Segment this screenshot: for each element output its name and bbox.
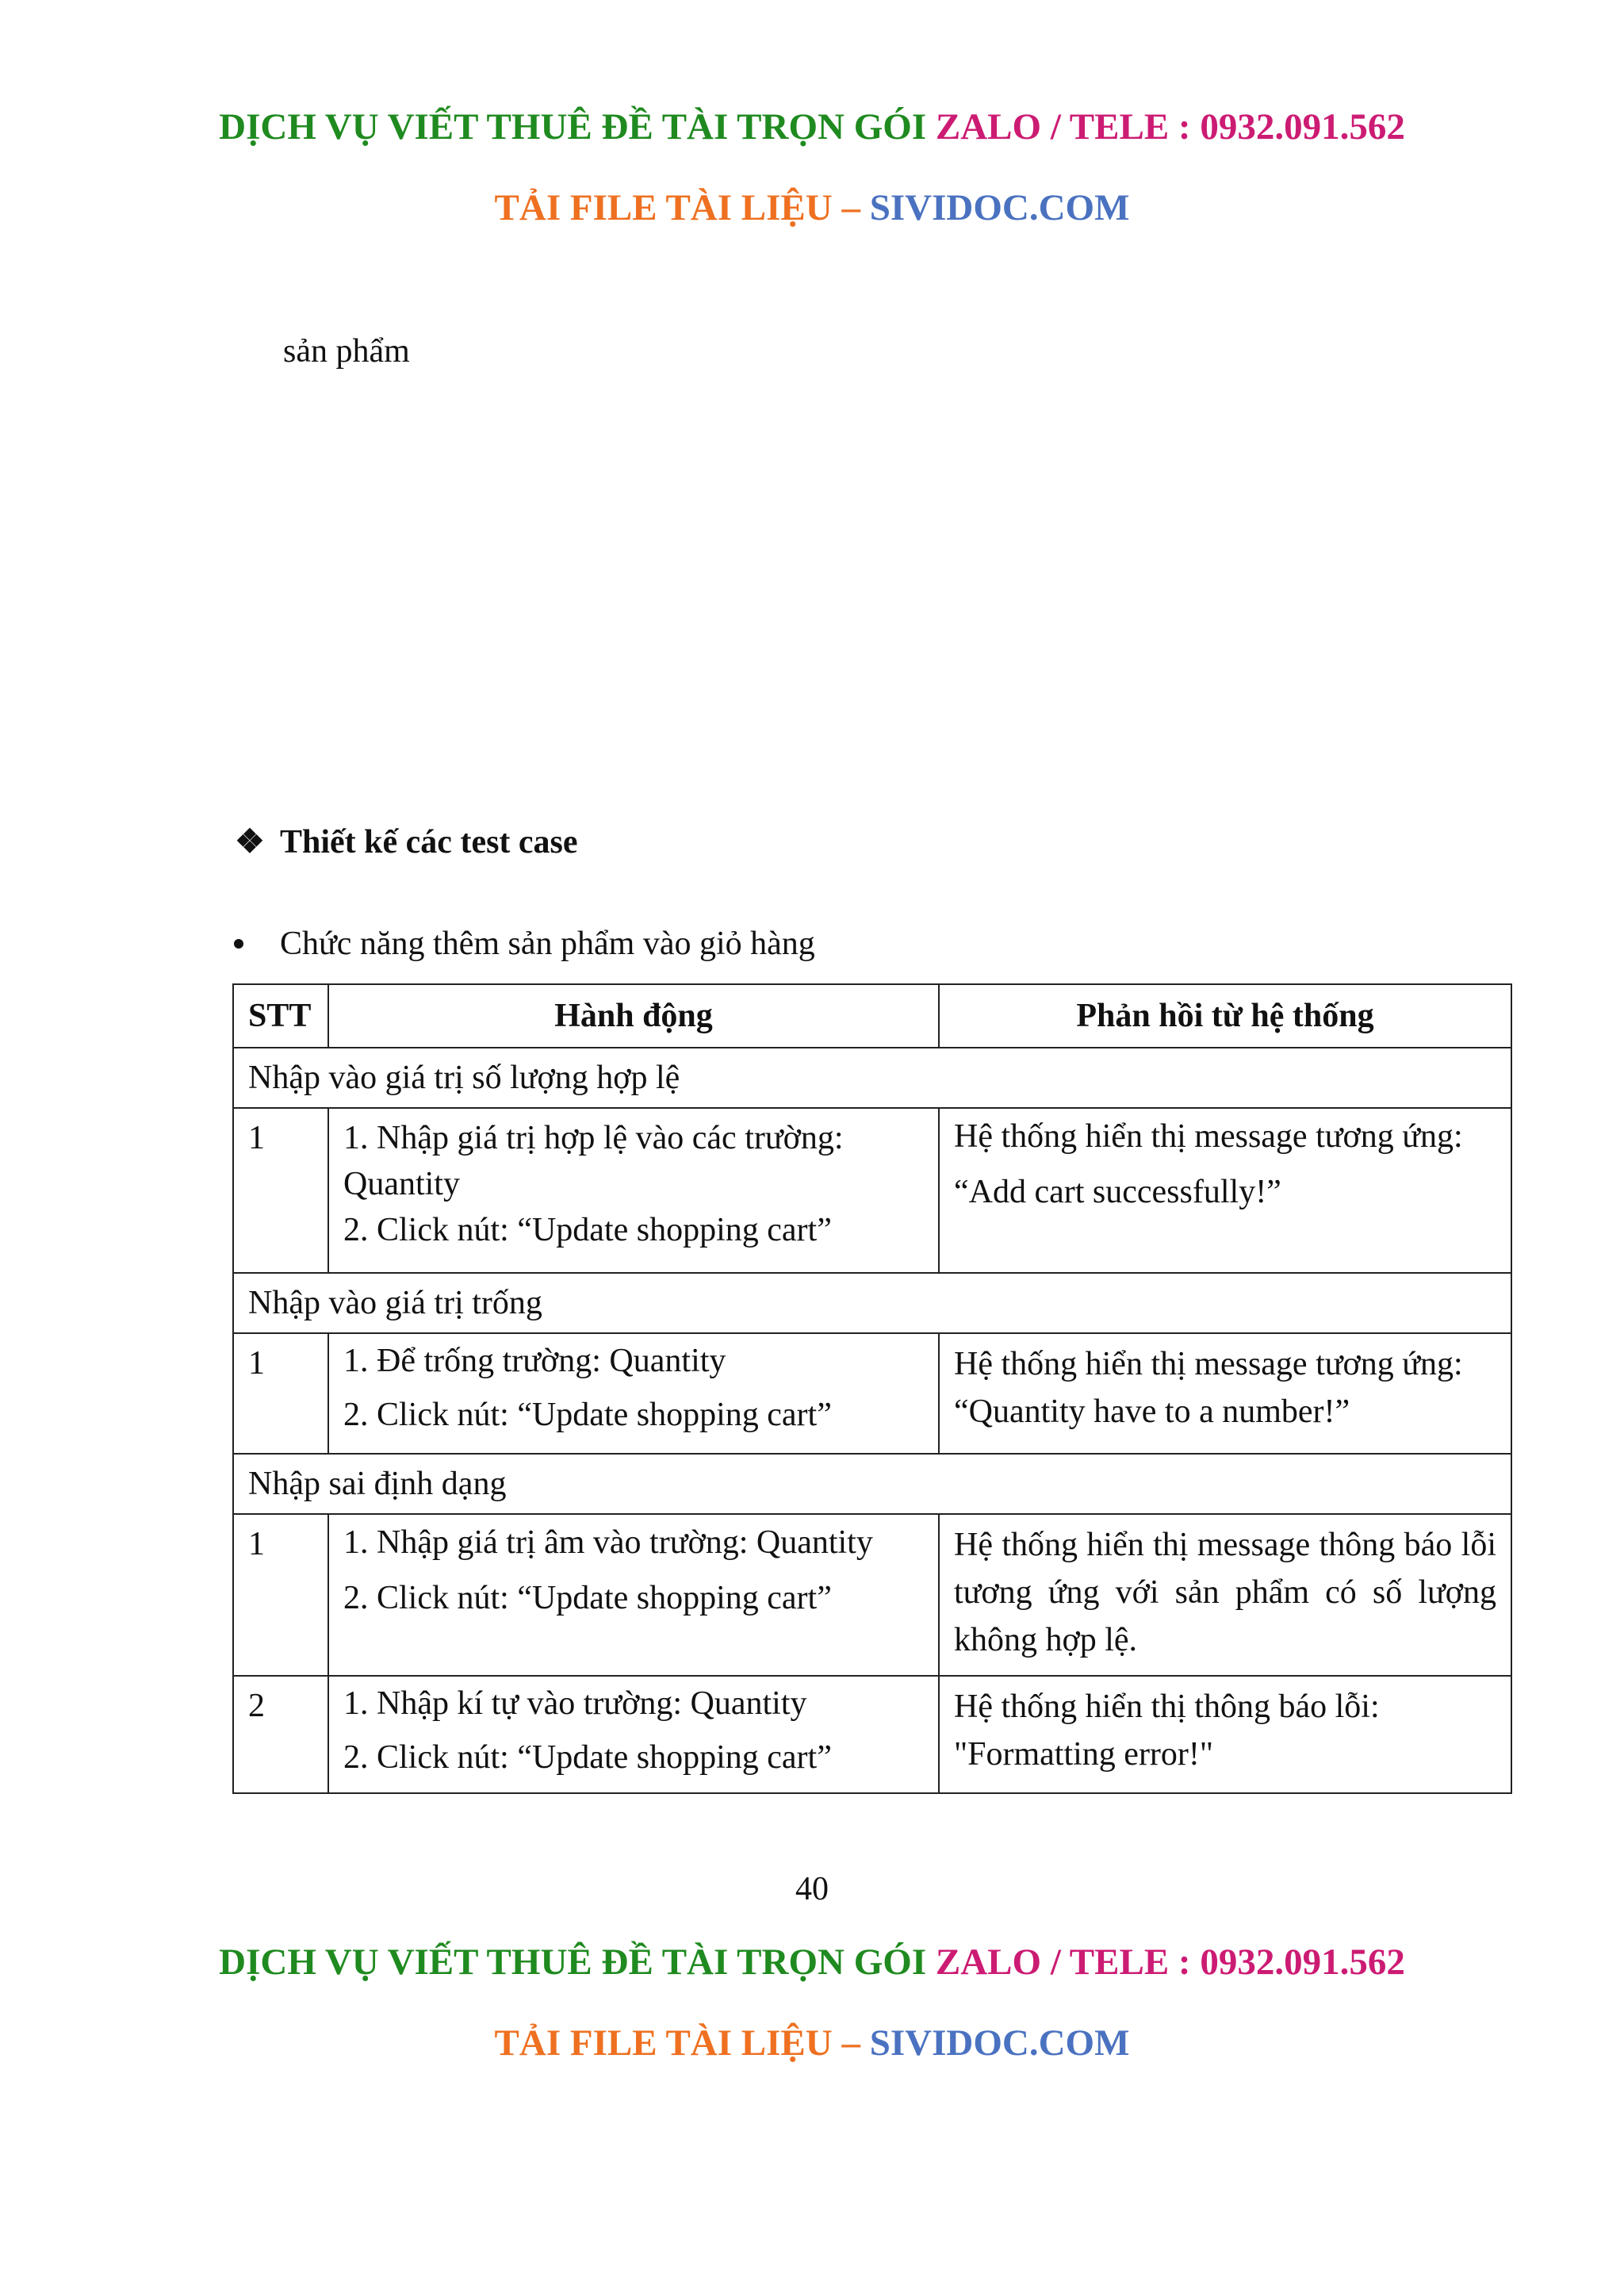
response-line: Hệ thống hiển thị message tương ứng: — [954, 1118, 1463, 1155]
banner-service-text: DỊCH VỤ VIẾT THUÊ ĐỀ TÀI TRỌN GÓI — [219, 1941, 927, 1983]
column-header-action: Hành động — [328, 984, 939, 1048]
group-title: Nhập vào giá trị trống — [233, 1273, 1511, 1333]
bullet-item — [234, 922, 815, 965]
action-step: 2. Click nút: “Update shopping cart” — [343, 1212, 832, 1248]
cell-action — [328, 1108, 939, 1273]
intro-text: sản phẩm — [283, 333, 410, 370]
response-line: "Formatting error!" — [954, 1736, 1214, 1773]
response-line: “Quantity have to a number!” — [954, 1393, 1350, 1430]
cell-stt: 1 — [233, 1333, 328, 1454]
page-number: 40 — [795, 1871, 829, 1907]
table-row — [233, 1676, 1511, 1793]
action-step: 1. Nhập giá trị hợp lệ vào các trường: Quantity — [343, 1120, 844, 1202]
cell-action — [328, 1676, 939, 1793]
action-step: 2. Click nút: “Update shopping cart” — [343, 1580, 832, 1616]
group-title: Nhập vào giá trị số lượng hợp lệ — [233, 1048, 1511, 1108]
banner-site-link[interactable]: SIVIDOC.COM — [869, 2022, 1130, 2064]
cell-response — [939, 1676, 1511, 1793]
action-step: 1. Nhập kí tự vào trường: Quantity — [343, 1685, 807, 1722]
cell-action — [328, 1514, 939, 1676]
section-heading-text: Thiết kế các test case — [280, 824, 578, 861]
footer-banner-line1 — [0, 1938, 1624, 1986]
cell-stt: 1 — [233, 1514, 328, 1676]
banner-service-text: DỊCH VỤ VIẾT THUÊ ĐỀ TÀI TRỌN GÓI — [219, 106, 927, 148]
table-row — [233, 1108, 1511, 1273]
action-step: 2. Click nút: “Update shopping cart” — [343, 1397, 832, 1433]
cell-response — [939, 1333, 1511, 1454]
column-header-response: Phản hồi từ hệ thống — [939, 984, 1511, 1048]
response-line: Hệ thống hiển thị message thông báo lỗi tương ứng với sản phẩm có số lượng không hợp lệ. — [954, 1527, 1496, 1658]
bullet-dot-icon — [234, 939, 243, 949]
banner-contact-text: ZALO / TELE : 0932.091.562 — [935, 106, 1405, 148]
action-step: 2. Click nút: “Update shopping cart” — [343, 1739, 832, 1776]
action-step: 1. Nhập giá trị âm vào trường: Quantity — [343, 1524, 873, 1561]
table-group-row — [233, 1273, 1511, 1333]
cell-response — [939, 1514, 1511, 1676]
diamond-bullet-icon: ❖ — [235, 824, 265, 861]
section-heading — [234, 821, 578, 864]
group-title: Nhập sai định dạng — [233, 1454, 1511, 1514]
banner-download-text: TẢI FILE TÀI LIỆU – — [494, 187, 860, 228]
response-line: Hệ thống hiển thị thông báo lỗi: — [954, 1688, 1380, 1725]
table-group-row — [233, 1048, 1511, 1108]
cell-response — [939, 1108, 1511, 1273]
response-line: Hệ thống hiển thị message tương ứng: — [954, 1346, 1463, 1382]
table-row — [233, 1333, 1511, 1454]
bullet-item-text: Chức năng thêm sản phẩm vào giỏ hàng — [280, 926, 815, 962]
test-case-table — [232, 983, 1512, 1794]
table-group-row — [233, 1454, 1511, 1514]
response-line: “Add cart successfully!” — [954, 1174, 1281, 1210]
banner-site-link[interactable]: SIVIDOC.COM — [869, 187, 1130, 228]
column-header-stt: STT — [233, 984, 328, 1048]
cell-action — [328, 1333, 939, 1454]
cell-stt: 2 — [233, 1676, 328, 1793]
footer-banner-line2 — [0, 2019, 1624, 2067]
action-step: 1. Để trống trường: Quantity — [343, 1343, 726, 1379]
banner-contact-text: ZALO / TELE : 0932.091.562 — [935, 1941, 1405, 1983]
header-banner-line1 — [0, 103, 1624, 151]
cell-stt: 1 — [233, 1108, 328, 1273]
table-row — [233, 1514, 1511, 1676]
header-banner-line2 — [0, 184, 1624, 232]
table-header-row — [233, 984, 1511, 1048]
banner-download-text: TẢI FILE TÀI LIỆU – — [494, 2022, 860, 2064]
